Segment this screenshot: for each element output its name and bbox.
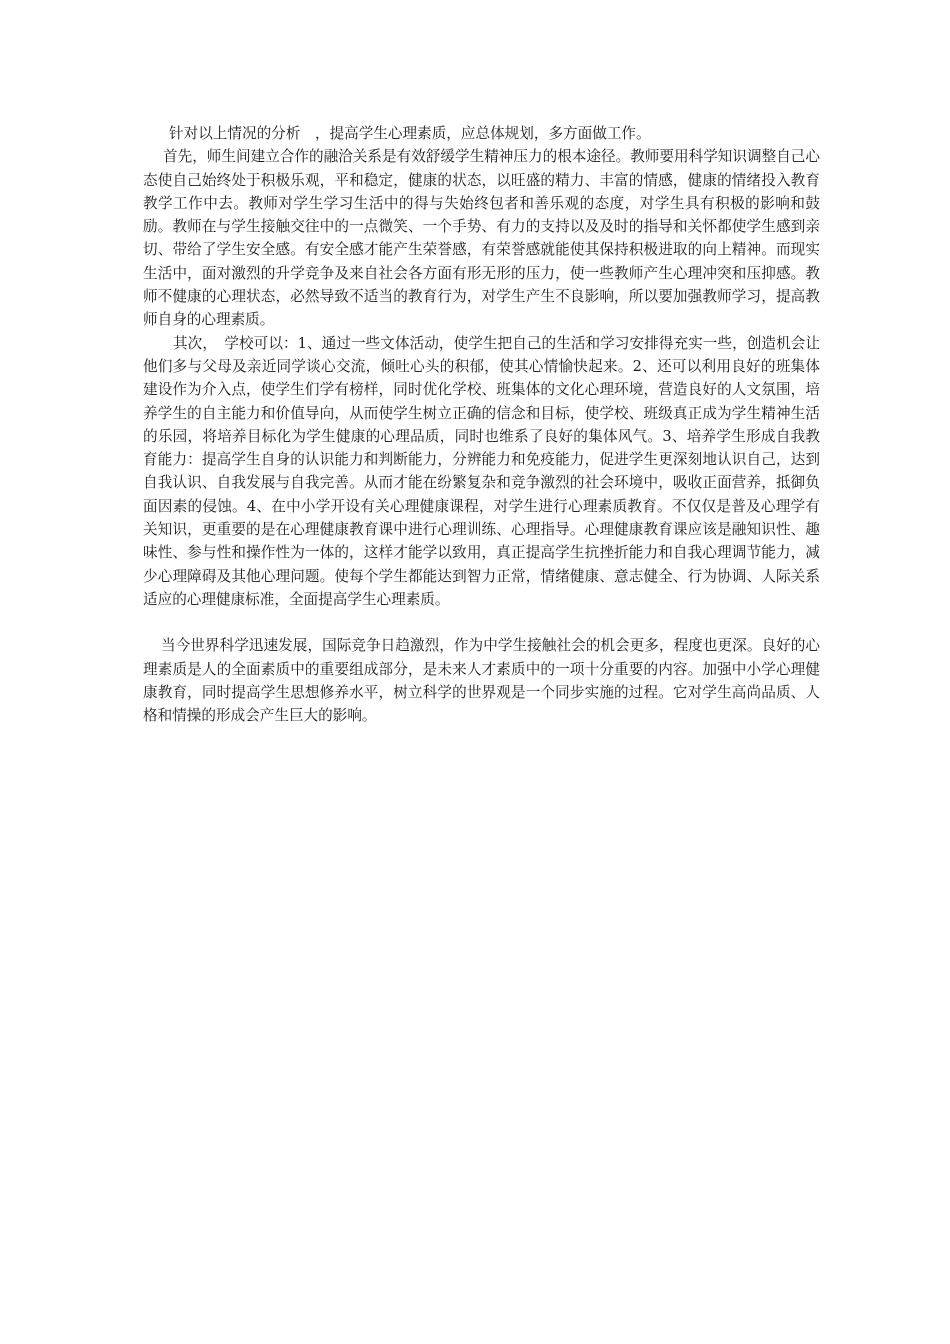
paragraph-first: 首先，师生间建立合作的融洽关系是有效舒缓学生精神压力的根本途径。教师要用科学知识调整自己心态使自己始终处于积极乐观，平和稳定，健康的状态，以旺盛的精力、丰富的情感，健康的情绪投入教育教学工作中去。教师对学生学习生活中的得与失始终包者和善乐观的态度，对学生具有积极的影响和鼓励。教师在与学生接触交往中的一点微笑、一个手势、有力的支持以及及时的指导和关怀都使学生感到亲切、带给了学生安全感。有安全感才能产生荣誉感，有荣誉感就能使其保持积极进取的向上精神。而现实生活中，面对激烈的升学竞争及来自社会各方面有形无形的压力，使一些教师产生心理冲突和压抑感。教师不健康的心理状态，必然导致不适当的教育行为，对学生产生不良影响，所以要加强教师学习，提高教师自身的心理素质。 — [143, 148, 820, 329]
paragraph-intro: 针对以上情况的分析 ，提高学生心理素质，应总体规划，多方面做工作。 — [169, 125, 651, 142]
paragraph-spacer — [143, 611, 820, 634]
document-body — [143, 122, 820, 727]
paragraph-second: 其次， 学校可以：1、通过一些文体活动，使学生把自己的生活和学习安排得充实一些，创造机会让他们多与父母及亲近同学谈心交流，倾吐心头的积郁，使其心情愉快起来。2、还可以利用良好的班集体建设作为介入点，使学生们学有榜样，同时优化学校、班集体的文化心理环境，营造良好的人文氛围，培养学生的自主能力和价值导向，从而使学生树立正确的信念和目标，使学校、班级真正成为学生精神生活的乐园，将培养目标化为学生健康的心理品质，同时也维系了良好的集体风气。3、培养学生形成自我教育能力：提高学生自身的认识能力和判断能力，分辨能力和免疫能力，促进学生更深刻地认识自己，达到自我认识、自我发展与自我完善。从而才能在纷繁复杂和竞争激烈的社会环境中，吸收正面营养，抵御负面因素的侵蚀。4、在中小学开设有关心理健康课程，对学生进行心理素质教育。不仅仅是普及心理学有关知识，更重要的是在心理健康教育课中进行心理训练、心理指导。心理健康教育课应该是融知识性、趣味性、参与性和操作性为一体的，这样才能学以致用，真正提高学生抗挫折能力和自我心理调节能力，减少心理障碍及其他心理问题。使每个学生都能达到智力正常，情绪健康、意志健全、行为协调、人际关系适应的心理健康标准，全面提高学生心理素质。 — [143, 334, 820, 608]
paragraph-conclusion: 当今世界科学迅速发展，国际竞争日趋激烈，作为中学生接触社会的机会更多，程度也更深。良好的心理素质是人的全面素质中的重要组成部分，是未来人才素质中的一项十分重要的内容。加强中小学心理健康教育，同时提高学生思想修养水平，树立科学的世界观是一个同步实施的过程。它对学生高尚品质、人格和情操的形成会产生巨大的影响。 — [143, 637, 820, 725]
